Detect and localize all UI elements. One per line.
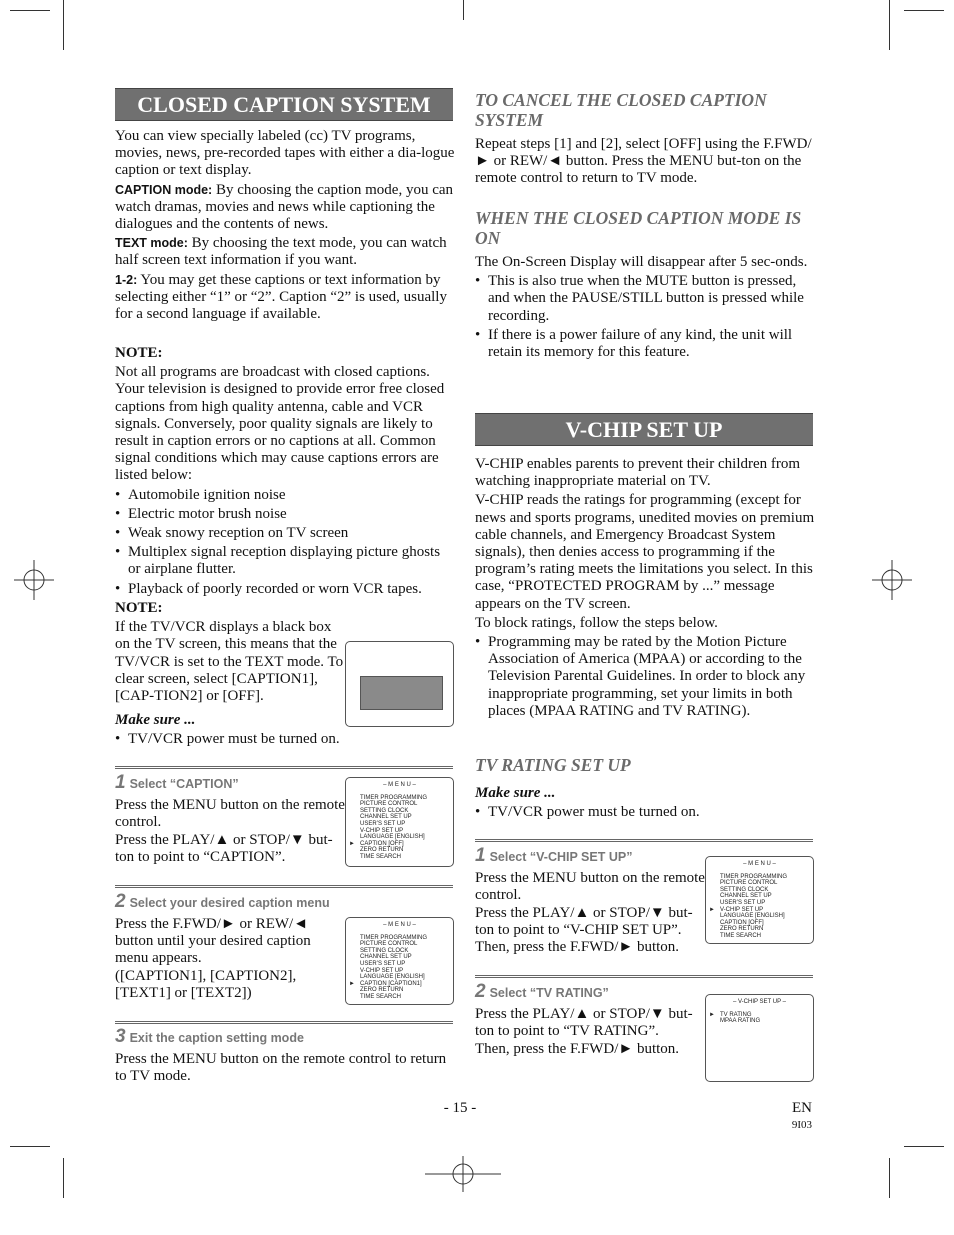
left-intro-section bbox=[115, 128, 455, 325]
step2-body: Press the PLAY/▲ or STOP/▼ but-ton to point to “TV RATING”. Then, press the F.FWD/► button. bbox=[475, 1006, 693, 1057]
text-mode-paragraph bbox=[115, 235, 455, 269]
menu-item: PICTURE CONTROL bbox=[360, 801, 418, 808]
make-sure-list bbox=[475, 804, 815, 821]
crop-mark bbox=[904, 10, 944, 11]
tv-rating-heading: TV RATING SET UP bbox=[475, 755, 631, 775]
menu-item: SETTING CLOCK bbox=[360, 947, 409, 954]
note2-text: If the TV/VCR displays a black box on the TV screen, this means that the TV/VCR is set to the TEXT mode. To clear screen, select [CAPTION1], [CAP-TION2] or [OFF]. bbox=[115, 619, 344, 705]
right-step2 bbox=[475, 983, 705, 1060]
list-item: • This is also true when the MUTE button is pressed, and when the PAUSE/STILL button is pressed while recording. bbox=[475, 273, 815, 325]
vchip-paragraph-2: V-CHIP reads the ratings for programming (except for news and sports programs, unedited movies on premium cable channels, and Emergency Broadcast System signals), then denies access to programming if the program’s rating meets the limitations you select. In this case, “PROTECTED PROGRAM by ...” message appears on the TV screen. bbox=[475, 492, 815, 612]
caption-mode-paragraph bbox=[115, 182, 455, 234]
step3-body: Press the MENU button on the remote control to return to TV mode. bbox=[115, 1051, 447, 1085]
caption-mode-text: By choosing the caption mode, you can watch dramas, movies and news while captioning the dialogues and the contents of news. bbox=[115, 181, 454, 233]
menu-item: ► CAPTION [OFF] bbox=[346, 841, 453, 848]
list-item: • Electric motor brush noise bbox=[115, 506, 455, 523]
list-item: • Playback of poorly recorded or worn VCR tapes. bbox=[115, 581, 455, 598]
one-two-label: 1-2: bbox=[115, 272, 138, 287]
menu-item: SETTING CLOCK bbox=[360, 807, 409, 814]
step-heading: Select “CAPTION” bbox=[129, 777, 239, 791]
crop-mark bbox=[889, 0, 890, 50]
page-number: - 15 - bbox=[443, 1100, 477, 1116]
menu-item: SETTING CLOCK bbox=[720, 886, 769, 893]
menu-item: PICTURE CONTROL bbox=[360, 941, 418, 948]
menu-item: TIMER PROGRAMMING bbox=[360, 934, 427, 941]
language-label: EN bbox=[792, 1100, 812, 1116]
caption-mode-label: CAPTION mode: bbox=[115, 182, 213, 197]
step2-heading bbox=[115, 893, 455, 912]
step-number: 2 bbox=[115, 891, 126, 912]
closed-caption-banner: CLOSED CAPTION SYSTEM bbox=[115, 88, 453, 121]
crop-mark bbox=[463, 0, 464, 20]
crop-mark bbox=[904, 1146, 944, 1147]
menu-item: LANGUAGE [ENGLISH] bbox=[360, 974, 425, 981]
step3-heading bbox=[115, 1028, 455, 1047]
note-section bbox=[115, 345, 455, 600]
list-item: • Automobile ignition noise bbox=[115, 487, 455, 504]
menu-item: MPAA RATING bbox=[720, 1018, 761, 1025]
menu-item: CHANNEL SET UP bbox=[360, 814, 412, 821]
vchip-list bbox=[475, 634, 815, 720]
step2-heading bbox=[475, 983, 705, 1002]
menu-item: ZERO RETURN bbox=[360, 987, 404, 994]
intro-text: You can view specially labeled (cc) TV programs, movies, news, pre-recorded tapes with either a dia-logue caption or text display. bbox=[115, 128, 455, 179]
right-step1 bbox=[475, 847, 705, 958]
list-item: • Multiplex signal reception displaying picture ghosts or airplane flutter. bbox=[115, 544, 455, 578]
cancel-text: Repeat steps [1] and [2], select [OFF] using the F.FWD/► or REW/◄ button. Press the MENU but-ton on the remote control to return to TV mode. bbox=[475, 136, 812, 187]
step1-body: Press the MENU button on the remote control. Press the PLAY/▲ or STOP/▼ but-ton to point to “CAPTION”. bbox=[115, 797, 345, 865]
menu-title: – M E N U – bbox=[743, 861, 776, 867]
make-sure-heading: Make sure ... bbox=[115, 712, 196, 728]
menu-item: ZERO RETURN bbox=[360, 847, 404, 854]
menu-item: TIME SEARCH bbox=[360, 993, 402, 1000]
crop-mark bbox=[889, 1158, 890, 1198]
one-two-text: You may get these captions or text information by selecting either “1” or “2”. Caption “2” is used, usually for a second language if available. bbox=[115, 271, 447, 323]
step-number: 2 bbox=[475, 981, 486, 1002]
step-divider bbox=[115, 1021, 453, 1024]
step1-heading bbox=[475, 847, 705, 866]
text-mode-label: TEXT mode: bbox=[115, 236, 188, 251]
menu-item: USER’S SET UP bbox=[360, 960, 406, 967]
menu-item: TIMER PROGRAMMING bbox=[360, 794, 427, 801]
crop-mark bbox=[10, 10, 50, 11]
menu-item: USER’S SET UP bbox=[720, 899, 766, 906]
one-two-paragraph bbox=[115, 272, 455, 324]
step1-body: Press the MENU button on the remote control. Press the PLAY/▲ or STOP/▼ but-ton to point to “V-CHIP SET UP”. Then, press the F.FWD/► button. bbox=[475, 870, 705, 956]
make-sure-section bbox=[115, 712, 455, 750]
menu-item: ► V-CHIP SET UP bbox=[706, 907, 813, 914]
text-mode-text: By choosing the text mode, you can watch half screen text information if you want. bbox=[115, 235, 447, 269]
menu-item: V-CHIP SET UP bbox=[360, 827, 404, 834]
list-item: • If there is a power failure of any kind, the unit will retain its memory for this feature. bbox=[475, 327, 815, 361]
left-step3 bbox=[115, 1028, 455, 1088]
menu-item: LANGUAGE [ENGLISH] bbox=[360, 834, 425, 841]
make-sure-list bbox=[115, 731, 455, 748]
menu-item: ZERO RETURN bbox=[720, 926, 764, 933]
menu-item: V-CHIP SET UP bbox=[360, 967, 404, 974]
registration-mark-left bbox=[14, 560, 54, 600]
black-box-area bbox=[360, 676, 443, 710]
step-heading: Exit the caption setting mode bbox=[129, 1031, 304, 1045]
menu-item: CAPTION [OFF] bbox=[720, 919, 764, 926]
crop-mark bbox=[63, 1158, 64, 1198]
menu-title: – M E N U – bbox=[383, 922, 416, 928]
crop-mark bbox=[63, 0, 64, 50]
step2-body: Press the F.FWD/► or REW/◄ button until your desired caption menu appears. ([CAPTION1], [CAPTION2], [TEXT1] or [TEXT2]) bbox=[115, 916, 311, 1001]
vchip-section bbox=[475, 456, 815, 722]
document-code: 9I03 bbox=[791, 1119, 812, 1131]
when-section bbox=[475, 208, 815, 363]
menu-title: – M E N U – bbox=[383, 782, 416, 788]
note2-section bbox=[115, 600, 345, 707]
step-divider bbox=[115, 885, 453, 888]
cancel-section bbox=[475, 90, 815, 190]
menu-screen-vchip bbox=[705, 856, 814, 944]
step-divider bbox=[475, 839, 813, 842]
vchip-paragraph-3: To block ratings, follow the steps below. bbox=[475, 614, 718, 631]
registration-mark-right bbox=[872, 560, 912, 600]
menu-item: TIMER PROGRAMMING bbox=[720, 873, 787, 880]
when-list bbox=[475, 273, 815, 361]
tv-rating-section bbox=[475, 755, 815, 823]
menu-item: USER’S SET UP bbox=[360, 820, 406, 827]
left-step2-body bbox=[115, 916, 345, 1004]
note2-heading: NOTE: bbox=[115, 600, 163, 616]
step-number: 1 bbox=[475, 845, 486, 866]
menu-item: TIME SEARCH bbox=[360, 853, 402, 860]
error-list bbox=[115, 487, 455, 598]
vchip-banner: V-CHIP SET UP bbox=[475, 413, 813, 446]
list-item: • TV/VCR power must be turned on. bbox=[115, 731, 455, 748]
menu-item: ► TV RATING bbox=[706, 1012, 813, 1019]
step-heading: Select your desired caption menu bbox=[129, 896, 330, 910]
make-sure-heading: Make sure ... bbox=[475, 785, 556, 801]
left-step2 bbox=[115, 893, 455, 914]
when-text: The On-Screen Display will disappear after 5 sec-onds. bbox=[475, 254, 808, 270]
menu-item: CHANNEL SET UP bbox=[720, 893, 772, 900]
left-step1 bbox=[115, 774, 345, 868]
when-heading: WHEN THE CLOSED CAPTION MODE IS ON bbox=[475, 208, 802, 248]
menu-screen-tv-rating bbox=[705, 994, 814, 1082]
note-text: Not all programs are broadcast with closed captions. Your television is designed to provide error free closed captions from high quality antenna, cable and VCR signals. Conversely, poor quality signals are likely to result in caption errors or no captions at all. Common signal conditions which may cause captions errors are listed below: bbox=[115, 364, 445, 484]
step-divider bbox=[115, 766, 453, 769]
menu-item: LANGUAGE [ENGLISH] bbox=[720, 913, 785, 920]
menu-item: CHANNEL SET UP bbox=[360, 954, 412, 961]
list-item: • Programming may be rated by the Motion Picture Association of America (MPAA) or according to the Television Parental Guidelines. In order to block any inappropriate programming, set your limits in both places (MPAA RATING and TV RATING). bbox=[475, 634, 815, 720]
crop-mark bbox=[10, 1146, 50, 1147]
step-divider bbox=[475, 975, 813, 978]
menu-screen-caption-select bbox=[345, 917, 454, 1005]
registration-mark-bottom bbox=[425, 1156, 501, 1192]
menu-item: ► CAPTION [CAPTION1] bbox=[346, 981, 453, 988]
step-number: 3 bbox=[115, 1026, 126, 1047]
menu-title: – V-CHIP SET UP – bbox=[732, 999, 787, 1005]
cancel-heading: TO CANCEL THE CLOSED CAPTION SYSTEM bbox=[475, 90, 767, 130]
list-item: • TV/VCR power must be turned on. bbox=[475, 804, 815, 821]
menu-item: PICTURE CONTROL bbox=[720, 880, 778, 887]
step-number: 1 bbox=[115, 772, 126, 793]
menu-screen-caption bbox=[345, 777, 454, 867]
step-heading: Select “V-CHIP SET UP” bbox=[489, 850, 633, 864]
note-heading: NOTE: bbox=[115, 345, 163, 361]
list-item: • Weak snowy reception on TV screen bbox=[115, 525, 455, 542]
vchip-paragraph-1: V-CHIP enables parents to prevent their children from watching inappropriate material on TV. bbox=[475, 456, 801, 490]
step-heading: Select “TV RATING” bbox=[489, 986, 609, 1000]
step1-heading bbox=[115, 774, 345, 793]
menu-item: TIME SEARCH bbox=[720, 932, 762, 939]
